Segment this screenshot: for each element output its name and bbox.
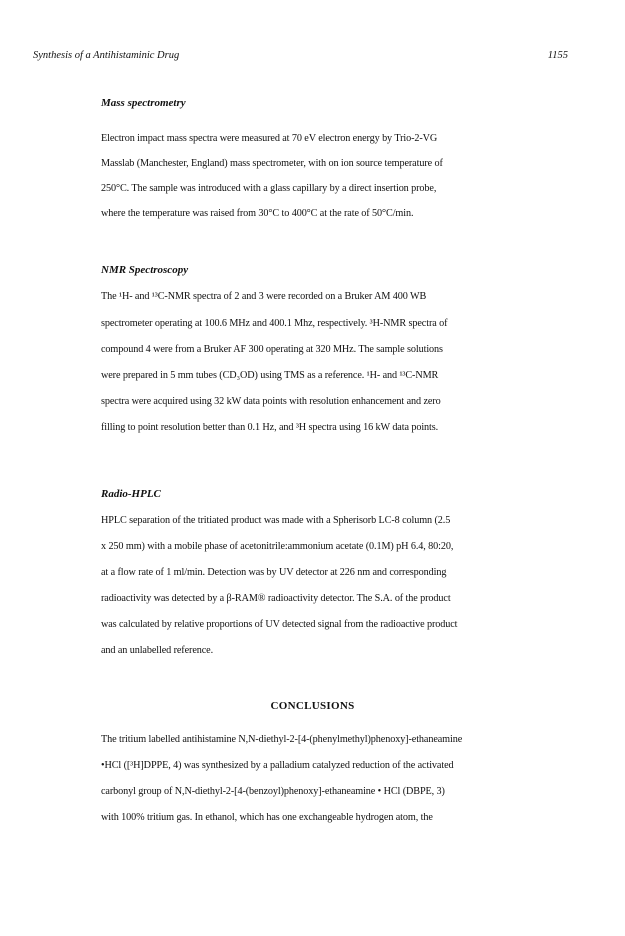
hplc-line-5: was calculated by relative proportions of UV detected signal from the radioactive product bbox=[101, 619, 458, 630]
hplc-line-4: radioactivity was detected by a β-RAM® radioactivity detector. The S.A. of the product bbox=[101, 593, 451, 604]
hplc-line-6: and an unlabelled reference. bbox=[101, 645, 214, 656]
page-number: 1155 bbox=[547, 50, 568, 61]
conclusions-line-2: •HCl ([³H]DPPE, 4) was synthesized by a palladium catalyzed reduction of the activated bbox=[101, 760, 454, 771]
nmr-line-6: filling to point resolution better than 0.1 Hz, and ³H spectra using 16 kW data points. bbox=[101, 422, 439, 433]
conclusions-line-4: with 100% tritium gas. In ethanol, which has one exchangeable hydrogen atom, the bbox=[101, 812, 433, 823]
nmr-line-3: compound 4 were from a Bruker AF 300 operating at 320 MHz. The sample solutions bbox=[101, 344, 443, 355]
hplc-line-1: HPLC separation of the tritiated product was made with a Spherisorb LC-8 column (2.5 bbox=[101, 515, 451, 526]
hplc-line-2: x 250 mm) with a mobile phase of acetonitrile:ammonium acetate (0.1M) pH 6.4, 80:20, bbox=[101, 541, 454, 552]
running-header bbox=[33, 50, 568, 61]
nmr-line-4: were prepared in 5 mm tubes (CD₃OD) using TMS as a reference. ¹H- and ¹³C-NMR bbox=[101, 370, 439, 381]
conclusions-line-1: The tritium labelled antihistamine N,N-diethyl-2-[4-(phenylmethyl)phenoxy]-ethaneamine bbox=[101, 734, 463, 745]
nmr-line-1: The ¹H- and ¹³C-NMR spectra of 2 and 3 were recorded on a Bruker AM 400 WB bbox=[101, 291, 427, 302]
mass-line-3: 250°C. The sample was introduced with a glass capillary by a direct insertion probe, bbox=[101, 183, 437, 194]
mass-line-2: Masslab (Manchester, England) mass spectrometer, with on ion source temperature of bbox=[101, 158, 443, 169]
section-title-conclusions: CONCLUSIONS bbox=[270, 700, 355, 712]
section-title-radio-hplc: Radio-HPLC bbox=[101, 488, 161, 500]
mass-line-1: Electron impact mass spectra were measured at 70 eV electron energy by Trio-2-VG bbox=[101, 133, 438, 144]
mass-line-4: where the temperature was raised from 30°C to 400°C at the rate of 50°C/min. bbox=[101, 208, 414, 219]
nmr-line-5: spectra were acquired using 32 kW data points with resolution enhancement and zero bbox=[101, 396, 441, 407]
hplc-line-3: at a flow rate of 1 ml/min. Detection was by UV detector at 226 nm and corresponding bbox=[101, 567, 447, 578]
running-title: Synthesis of a Antihistaminic Drug bbox=[33, 50, 180, 61]
nmr-line-2: spectrometer operating at 100.6 MHz and 400.1 Mhz, respectively. ³H-NMR spectra of bbox=[101, 318, 448, 329]
section-title-nmr: NMR Spectroscopy bbox=[101, 264, 189, 276]
section-title-mass-spectrometry: Mass spectrometry bbox=[101, 97, 186, 109]
conclusions-line-3: carbonyl group of N,N-diethyl-2-[4-(benzoyl)phenoxy]-ethaneamine • HCl (DBPE, 3) bbox=[101, 786, 445, 797]
